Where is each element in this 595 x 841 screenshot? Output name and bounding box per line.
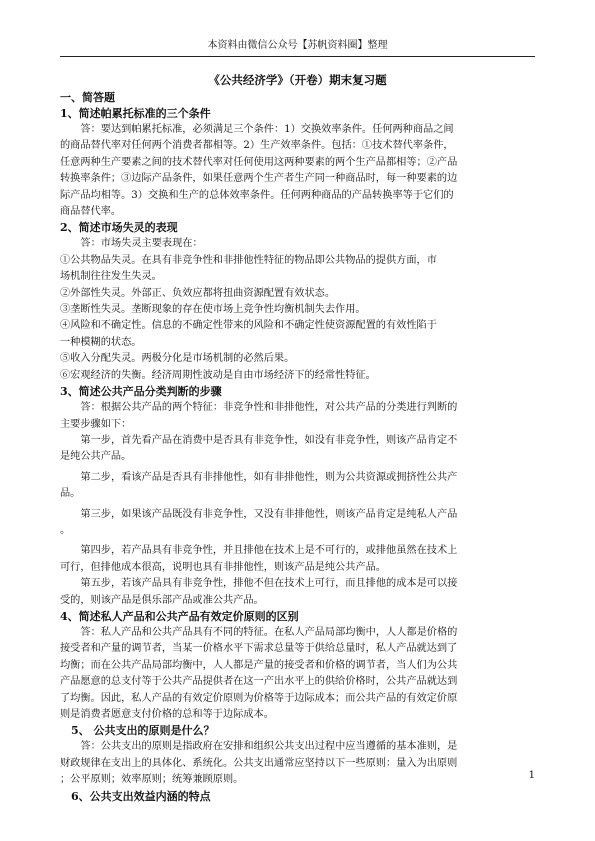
q3-line: 可行，但排他成本很高，说明也具有非排他性，则该产品是纯公共产品。 [60,561,386,573]
q1-line: 答：要达到帕累托标准，必须满足三个条件：1）交换效率条件。任何两种商品之间 [80,124,454,135]
q3-line: 第三步，如果该产品既没有非竞争性，又没有非排他性，则该产品肯定是纯私人产品 [80,508,458,520]
q1-line: 转换率条件；③边际产品条件，如果任意两个生产者生产同一种商品时，每一种要素的边 [60,173,458,185]
q3-line: 第四步，若产品具有非竞争性，并且排他在技术上是不可行的，或排他虽然在技术上 [80,545,458,557]
q4-line: 产品愿意的总支付等于公共产品提供者在这一产出水平上的供给价格时，公共产品就达到 [60,676,458,688]
q3-line: 第二步，看该产品是否具有非排他性，如有非排他性，则为公共资源或拥挤性公共产 [80,471,458,483]
question-2-heading: 2、简述市场失灵的表现 [60,221,178,235]
page-header: 本资料由微信公众号【苏帆资料圈】整理 [207,40,388,51]
document-title: 《公共经济学》（开卷）期末复习题 [208,73,387,87]
q2-line: ⑥宏观经济的失衡。经济周期性波动是自由市场经济下的经常性特征。 [60,369,376,381]
q3-line: 第一步，首先看产品在消费中是否具有非竞争性，如没有非竞争性，则该产品肯定不 [80,434,458,446]
q5-line: 财政规律在支出上的具体化、系统化。公共支出通常应坚持以下一些原则：量入为出原则 [60,757,458,769]
q3-line: 第五步，若该产品具有非竞争性，排他不但在技术上可行，而且排他的成本是可以接 [80,578,458,590]
q1-line: 商品替代率。 [60,206,122,218]
q3-line: 。 [60,524,71,536]
q4-line: 均衡；而在公共产品局部均衡中，人人都是产量的接受者和价格的调节者，当人们为公共 [60,659,458,671]
q1-line: 际产品均相等。3）交换和生产的总体效率条件。任何两种商品的产品转换率等于它们的 [60,189,454,201]
q2-line: 一种模糊的状态。 [60,336,142,348]
q4-line: 答：私人产品和公共产品具有不同的特征。在私人产品局部均衡中，人人都是价格的 [80,626,458,638]
page-number: 1 [528,770,535,781]
q3-line: 受的，则该产品是俱乐部产品或准公共产品。 [60,594,264,606]
q4-line: 了均衡。因此，私人产品的有效定价原则为价格等于边际成本；而公共产品的有效定价原 [60,692,458,704]
q2-line: 场机制往往发生失灵。 [60,271,162,283]
q2-line: ④风险和不确定性。信息的不确定性带来的风险和不确定性使资源配置的有效性陷于 [60,320,437,332]
q1-line: 任意两种生产要素之间的技术替代率对任何使用这两种要素的两个生产品都相等；②产品 [60,156,458,168]
question-1-heading: 1、简述帕累托标准的三个条件 [60,107,211,120]
section-heading: 一、简答题 [60,91,115,104]
q3-line: 主要步骤如下： [60,418,132,430]
q1-line: 的商品替代率对任何两个消费者都相等。2）生产效率条件。包括：①技术替代率条件， [60,140,454,152]
q2-intro: 答：市场失灵主要表现在： [80,238,203,250]
q2-line: ③垄断性失灵。垄断现象的存在使市场上竞争性均衡机制失去作用。 [60,304,366,316]
question-5-heading: 5、 公共支出的原则是什么？ [71,724,215,738]
q4-line: 接受者和产量的调节者，当某一价格水平下需求总量等于供给总量时，私人产品就达到了 [60,643,458,655]
question-3-heading: 3、简述公共产品分类判断的步骤 [60,385,222,399]
q5-line: 答：公共支出的原则是指政府在安排和组织公共支出过程中应当遵循的基本准则，是 [80,741,458,753]
q2-line: ⑤收入分配失灵。两极分化是市场机制的必然后果。 [60,353,295,365]
q2-line: ①公共物品失灵。在具有非竞争性和非排他性特征的物品即公共物品的提供方面，市 [60,254,437,266]
q4-line: 则是消费者愿意支付价格的总和等于边际成本。 [60,709,274,720]
question-6-heading: 6、公共支出效益内涵的特点 [71,789,211,803]
question-4-heading: 4、简述私人产品和公共产品有效定价原则的区别 [60,609,299,623]
q3-line: 答：根据公共产品的两个特征：非竞争性和非排他性，对公共产品的分类进行判断的 [80,402,458,414]
header-divider [60,56,535,57]
document-body [60,72,535,805]
q2-line: ②外部性失灵。外部正、负效应都将扭曲资源配置有效状态。 [60,287,336,299]
q5-line: ；公平原则；效率原则；统筹兼顾原则。 [60,774,244,786]
q3-line: 品。 [60,488,81,500]
q3-line: 是纯公共产品。 [60,451,132,463]
